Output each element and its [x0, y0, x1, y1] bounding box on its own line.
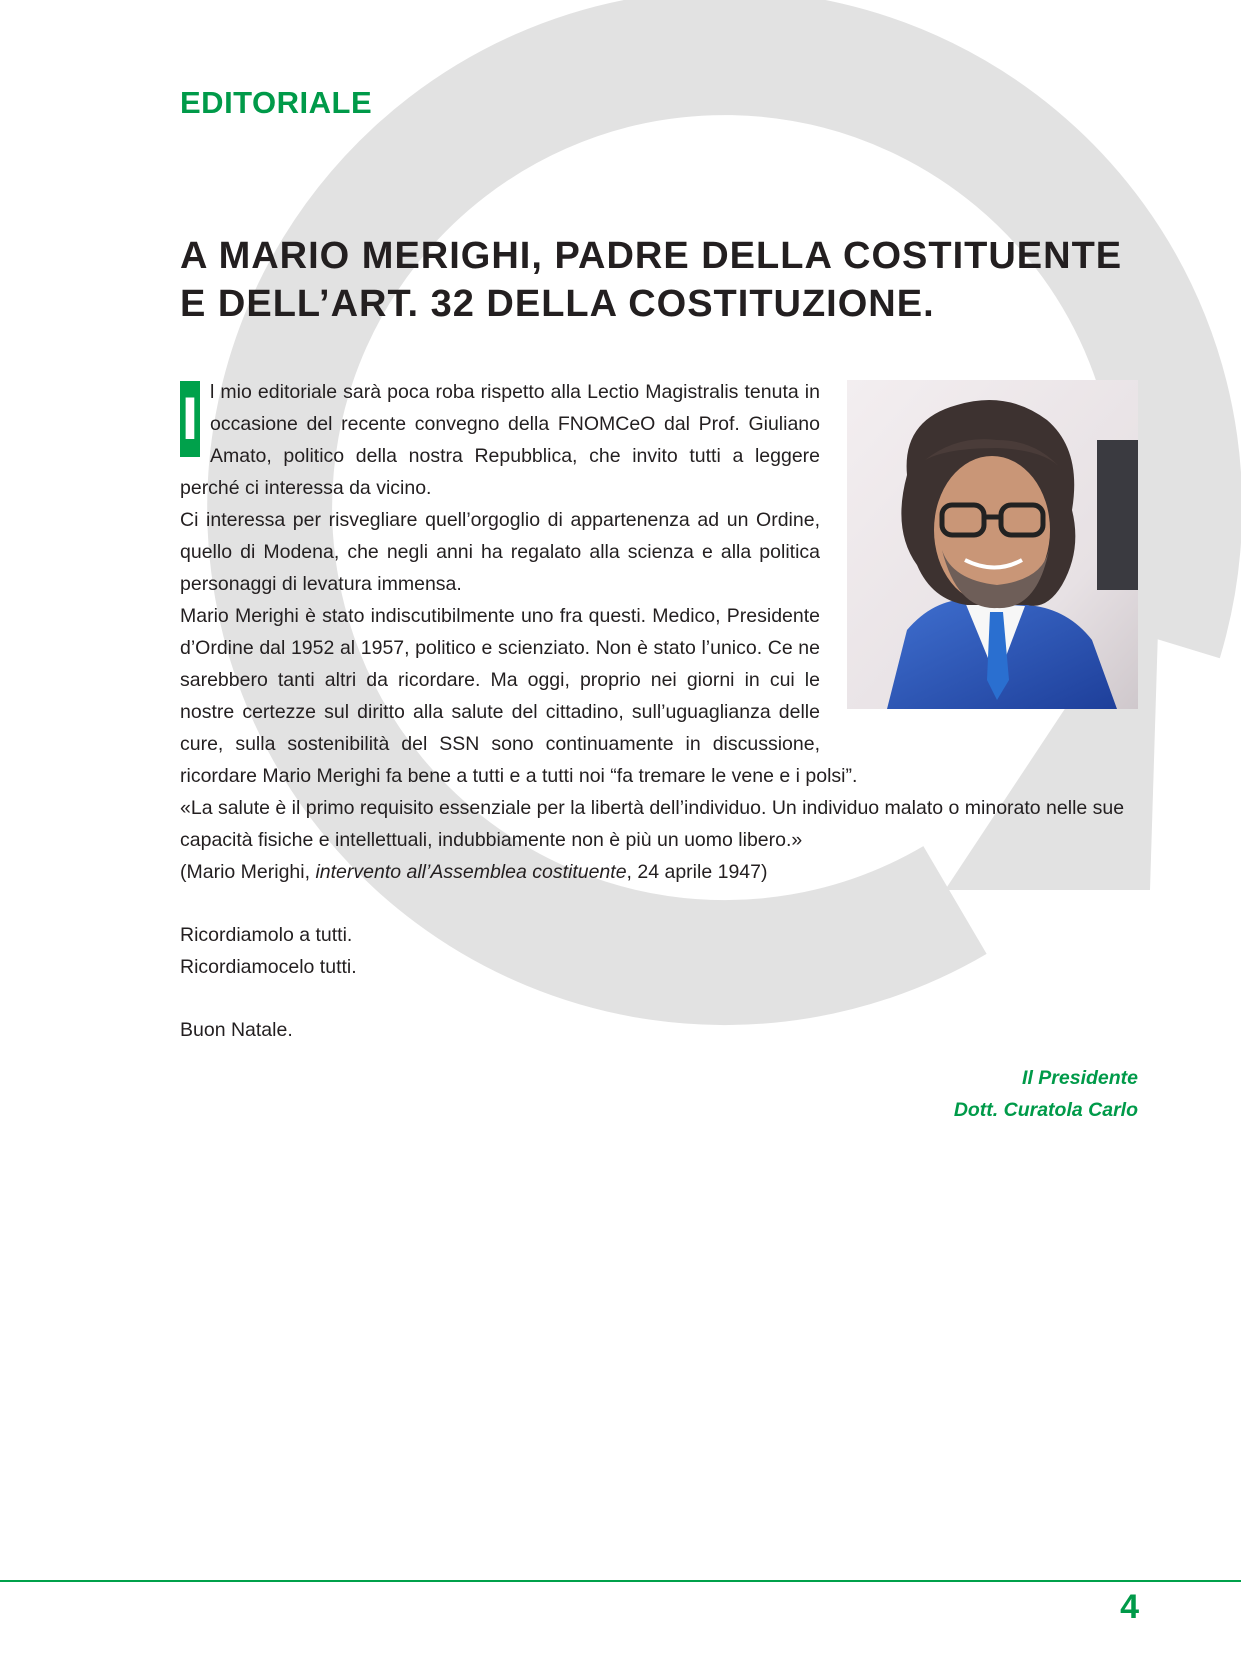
spacer [180, 888, 1138, 919]
footer-divider [0, 1580, 1241, 1582]
portrait-image [847, 380, 1138, 709]
paragraph: Mario Merighi è stato indiscutibilmente uno fra questi. Medico, Presidente d’Ordine dal 1952 al 1957, politico e scienziato. Non è stato l’unico. Ce ne sarebbero tanti altri da ricordare. Ma oggi, proprio nei giorni in cui le nostre certezze sul diritto alla salute del cittadino, sull’uguaglianza delle cure, sulla sostenibilità del SSN sono continuamente in discussione, ricordare Mario Merighi fa bene a tutti e a tutti noi “fa tremare le vene e i polsi”. [180, 605, 858, 787]
citation-source: intervento all’Assemblea costituente [315, 861, 627, 883]
quote: «La salute è il primo requisito essenziale per la libertà dell’individuo. Un individuo malato o minorato nelle sue capacità fisiche e intellettuali, indubbiamente non è più un uomo libero.» [180, 797, 1125, 851]
citation [180, 856, 1138, 888]
article-title [180, 232, 1160, 328]
paragraph-intro-text: l mio editoriale sarà poca roba rispetto alla Lectio Magistralis tenuta in occasione del recente convegno della FNOMCeO dal Prof. Giuliano Amato, politico della nostra Repubblica, che invito tutti a leggere perché ci interessa da vicino. [180, 381, 820, 499]
section-label: EDITORIALE [180, 85, 373, 120]
citation-date: , 24 aprile 1947) [626, 861, 768, 883]
greeting: Buon Natale. [180, 1019, 293, 1041]
signature-name: Dott. Curatola Carlo [953, 1099, 1138, 1121]
article-title-line: E DELL’ART. 32 DELLA COSTITUZIONE. [180, 283, 935, 325]
citation-text: (Mario Merighi, [180, 861, 316, 883]
drop-cap: I [180, 381, 200, 457]
portrait-photo [847, 380, 1138, 709]
article-title-line: A MARIO MERIGHI, PADRE DELLA COSTITUENTE [180, 235, 1123, 277]
spacer [180, 983, 1138, 1014]
closing-line: Ricordiamolo a tutti. [180, 924, 353, 946]
page-number: 4 [1120, 1588, 1139, 1626]
paragraph: Ci interessa per risvegliare quell’orgoglio di appartenenza ad un Ordine, quello di Modena, che negli anni ha regalato alla scienza e alla politica personaggi di levatura immensa. [180, 509, 820, 595]
closing-line: Ricordiamocelo tutti. [180, 956, 357, 978]
signature-role: Il Presidente [1022, 1067, 1138, 1089]
signature [954, 1062, 1138, 1126]
